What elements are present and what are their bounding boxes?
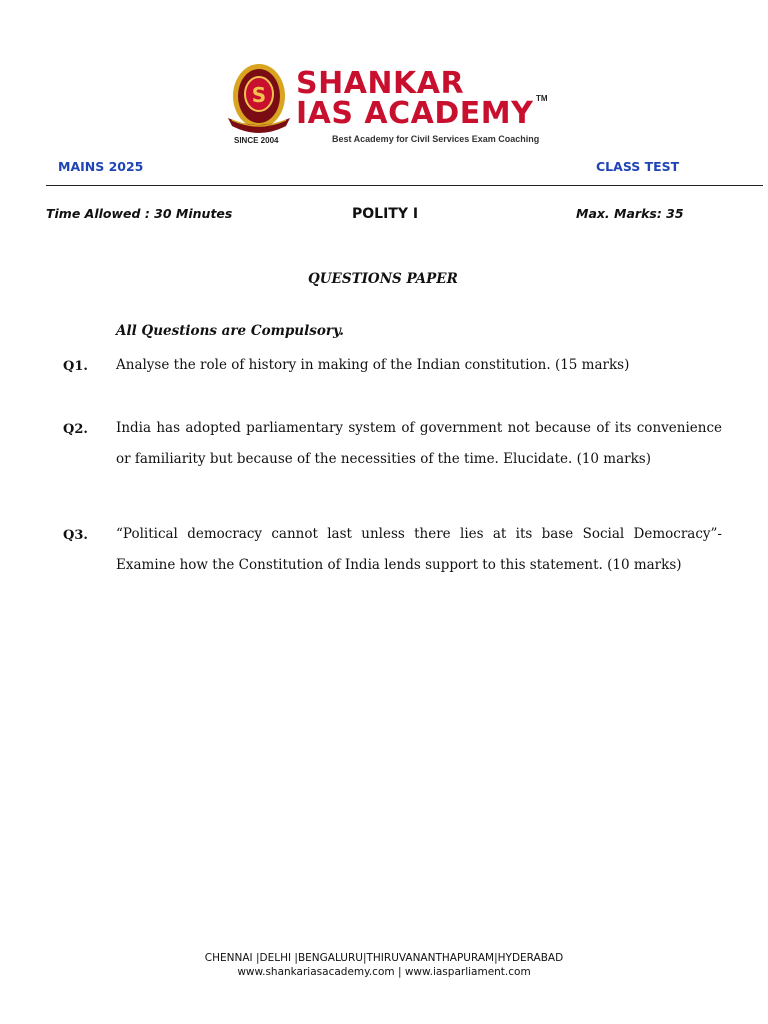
header-divider (46, 185, 763, 186)
paper-title: QUESTIONS PAPER (308, 271, 458, 287)
question-line: “Political democracy cannot last unless there lies at its base Social Democracy”- (116, 526, 722, 542)
question-text (116, 519, 722, 581)
exam-label: MAINS 2025 (58, 159, 144, 174)
question-number: Q3. (63, 528, 88, 543)
academy-logo (224, 58, 554, 150)
emblem-icon (226, 60, 296, 142)
question-line: Analyse the role of history in making of the Indian constitution. (15 marks) (116, 357, 630, 373)
max-marks: Max. Marks: 35 (576, 206, 684, 221)
instructions: All Questions are Compulsory. (116, 323, 344, 339)
question-number: Q2. (63, 422, 88, 437)
footer-cities: CHENNAI |DELHI |BENGALURU|THIRUVANANTHAPURAM|HYDERABAD (204, 952, 564, 964)
brand-tagline: Best Academy for Civil Services Exam Coaching (332, 134, 540, 144)
svg-text:S: S (251, 83, 267, 107)
question-line: Examine how the Constitution of India lends support to this statement. (10 marks) (116, 557, 682, 573)
subject-title: POLITY I (352, 206, 419, 222)
trademark-mark: TM (536, 94, 548, 103)
question-text (116, 350, 722, 381)
since-label: SINCE 2004 (234, 136, 279, 145)
footer-websites: www.shankariasacademy.com | www.iasparliament.com (237, 966, 531, 978)
question-line: or familiarity but because of the necessities of the time. Elucidate. (10 marks) (116, 451, 651, 467)
question-text (116, 413, 722, 475)
brand-name-line2: IAS ACADEMY (296, 96, 534, 131)
test-type-label: CLASS TEST (596, 159, 680, 174)
time-allowed: Time Allowed : 30 Minutes (46, 206, 233, 221)
brand-name-line1: SHANKAR (296, 66, 465, 101)
question-line: India has adopted parliamentary system of government not because of its convenience (116, 420, 722, 436)
question-number: Q1. (63, 359, 88, 374)
